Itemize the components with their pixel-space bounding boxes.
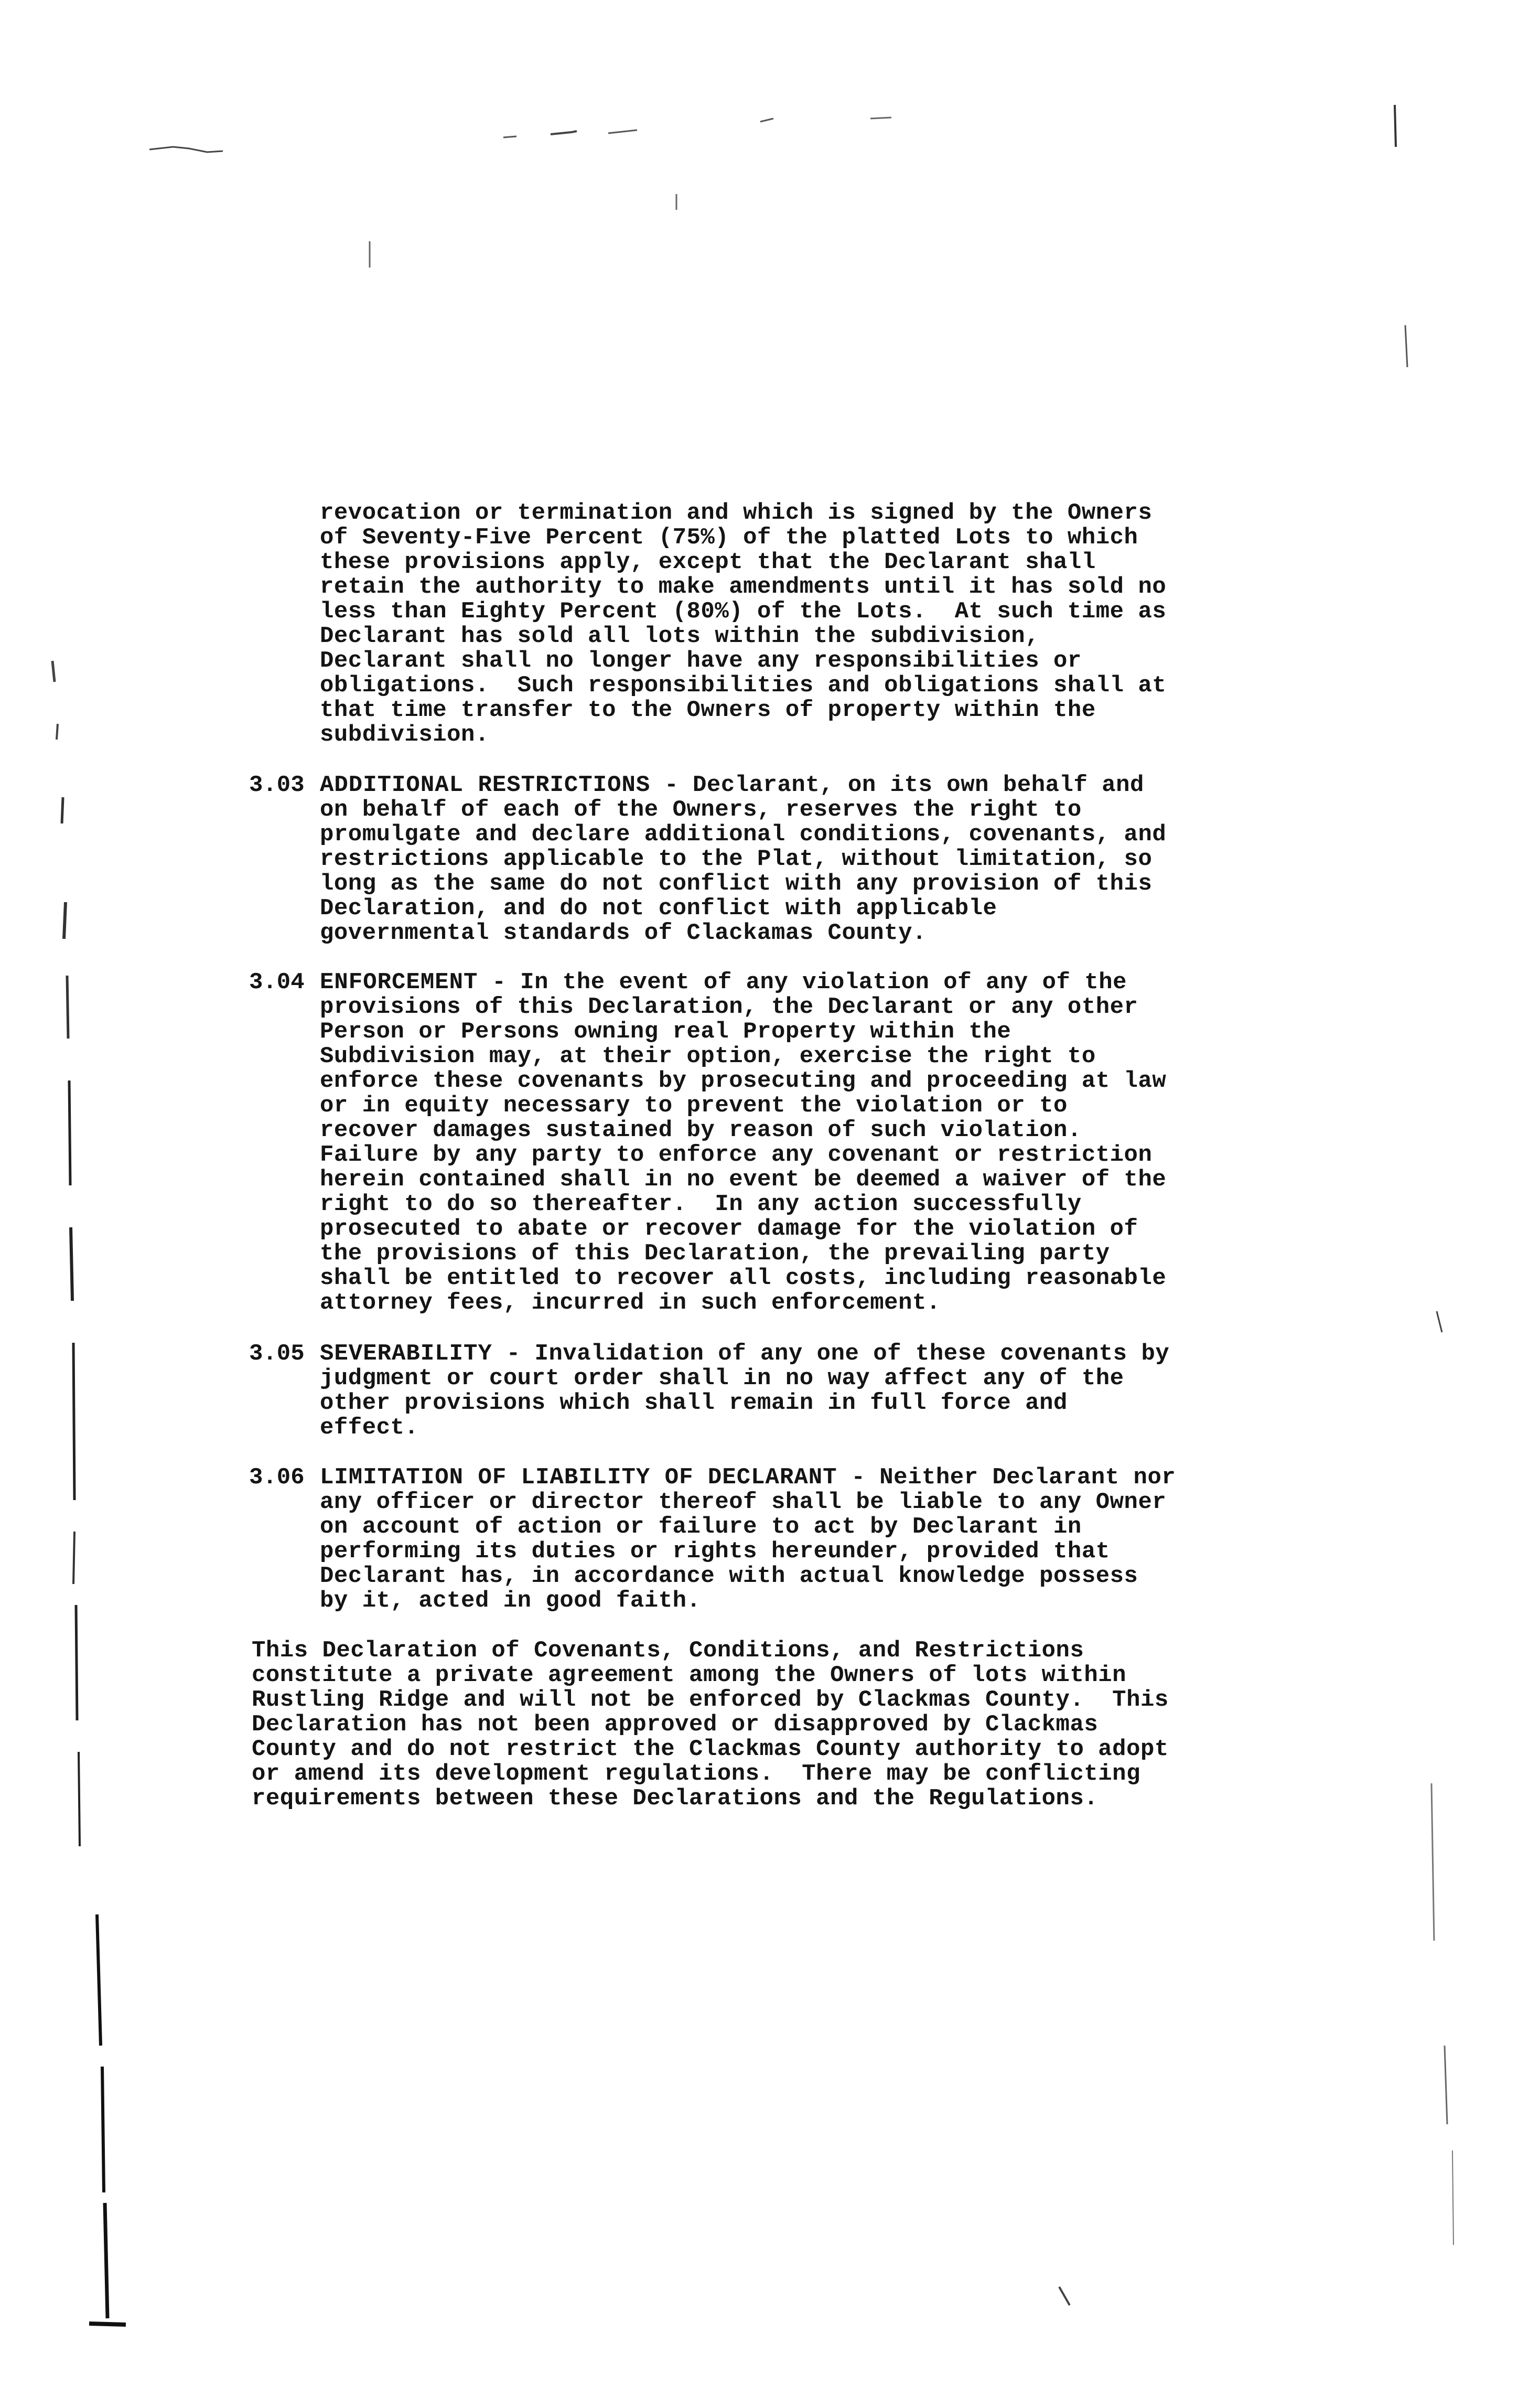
closing-line: requirements between these Declarations and the Regulations. bbox=[252, 1785, 1099, 1812]
section-line: performing its duties or rights hereunder, provided that bbox=[320, 1538, 1110, 1565]
closing-line: Declaration has not been approved or disapproved by Clackmas bbox=[252, 1711, 1099, 1738]
closing-paragraph bbox=[252, 1639, 1248, 1811]
intro-line: retain the authority to make amendments until it has sold no bbox=[320, 574, 1167, 600]
section-line: other provisions which shall remain in full force and bbox=[320, 1390, 1068, 1416]
section-heading: ADDITIONAL RESTRICTIONS bbox=[320, 772, 651, 798]
section-line: attorney fees, incurred in such enforcement. bbox=[320, 1290, 941, 1316]
section-first-line-text: - Invalidation of any one of these covenants by bbox=[492, 1341, 1170, 1367]
closing-line: County and do not restrict the Clackmas County authority to adopt bbox=[252, 1736, 1169, 1762]
section-line: shall be entitled to recover all costs, including reasonable bbox=[320, 1265, 1167, 1291]
intro-line: less than Eighty Percent (80%) of the Lots. At such time as bbox=[320, 598, 1167, 625]
section-number: 3.05 bbox=[249, 1341, 305, 1367]
section-first-line bbox=[320, 1342, 1243, 1366]
section-heading: LIMITATION OF LIABILITY OF DECLARANT bbox=[320, 1464, 837, 1491]
section-line: on account of action or failure to act by Declarant in bbox=[320, 1514, 1082, 1540]
section-first-line bbox=[320, 970, 1243, 995]
section-line: on behalf of each of the Owners, reserves the right to bbox=[320, 797, 1082, 823]
section-first-line-text: - Declarant, on its own behalf and bbox=[650, 772, 1144, 798]
closing-line: or amend its development regulations. There may be conflicting bbox=[252, 1761, 1140, 1787]
section-number: 3.04 bbox=[249, 969, 305, 996]
section-line: any officer or director thereof shall be liable to any Owner bbox=[320, 1489, 1167, 1515]
intro-line: obligations. Such responsibilities and obligations shall at bbox=[320, 672, 1167, 699]
section-line: Person or Persons owning real Property within the bbox=[320, 1019, 1011, 1045]
section-3-04 bbox=[320, 970, 1243, 1315]
intro-paragraph bbox=[320, 501, 1243, 747]
closing-line: Rustling Ridge and will not be enforced by Clackmas County. This bbox=[252, 1687, 1169, 1713]
section-line: or in equity necessary to prevent the violation or to bbox=[320, 1093, 1068, 1119]
closing-line: This Declaration of Covenants, Conditions, and Restrictions bbox=[252, 1638, 1084, 1664]
section-3-06 bbox=[320, 1465, 1243, 1613]
section-line: restrictions applicable to the Plat, without limitation, so bbox=[320, 846, 1153, 872]
section-line: governmental standards of Clackamas County. bbox=[320, 920, 927, 946]
section-line: Subdivision may, at their option, exercise the right to bbox=[320, 1043, 1096, 1069]
closing-line: constitute a private agreement among the Owners of lots within bbox=[252, 1662, 1127, 1688]
section-line: by it, acted in good faith. bbox=[320, 1588, 701, 1614]
section-heading: ENFORCEMENT bbox=[320, 969, 478, 996]
section-line: right to do so thereafter. In any action successfully bbox=[320, 1191, 1082, 1217]
section-line: promulgate and declare additional conditions, covenants, and bbox=[320, 821, 1167, 848]
section-line: effect. bbox=[320, 1415, 419, 1441]
section-heading: SEVERABILITY bbox=[320, 1341, 492, 1367]
section-line: Declaration, and do not conflict with applicable bbox=[320, 895, 997, 922]
intro-line: these provisions apply, except that the Declarant shall bbox=[320, 549, 1096, 575]
intro-line: subdivision. bbox=[320, 722, 489, 748]
section-3-03 bbox=[320, 773, 1243, 946]
intro-line: that time transfer to the Owners of property within the bbox=[320, 697, 1096, 723]
section-number: 3.06 bbox=[249, 1464, 305, 1491]
section-number: 3.03 bbox=[249, 772, 305, 798]
section-line: judgment or court order shall in no way affect any of the bbox=[320, 1365, 1124, 1392]
section-line: the provisions of this Declaration, the prevailing party bbox=[320, 1240, 1110, 1267]
section-line: Declarant has, in accordance with actual knowledge possess bbox=[320, 1563, 1138, 1589]
section-line: provisions of this Declaration, the Declarant or any other bbox=[320, 994, 1138, 1020]
intro-line: of Seventy-Five Percent (75%) of the platted Lots to which bbox=[320, 525, 1138, 551]
section-line: enforce these covenants by prosecuting and proceeding at law bbox=[320, 1068, 1167, 1094]
section-first-line bbox=[320, 1465, 1243, 1490]
section-line: herein contained shall in no event be deemed a waiver of the bbox=[320, 1167, 1167, 1193]
intro-line: Declarant shall no longer have any responsibilities or bbox=[320, 648, 1082, 674]
section-line: prosecuted to abate or recover damage for the violation of bbox=[320, 1216, 1138, 1242]
section-line: Failure by any party to enforce any covenant or restriction bbox=[320, 1142, 1153, 1168]
section-first-line-text: - Neither Declarant nor bbox=[837, 1464, 1176, 1491]
section-line: recover damages sustained by reason of such violation. bbox=[320, 1117, 1082, 1143]
section-line: long as the same do not conflict with any provision of this bbox=[320, 871, 1153, 897]
intro-line: Declarant has sold all lots within the subdivision, bbox=[320, 623, 1040, 649]
section-first-line bbox=[320, 773, 1243, 798]
intro-line: revocation or termination and which is signed by the Owners bbox=[320, 500, 1153, 526]
section-first-line-text: - In the event of any violation of any of the bbox=[478, 969, 1127, 996]
section-3-05 bbox=[320, 1342, 1243, 1440]
